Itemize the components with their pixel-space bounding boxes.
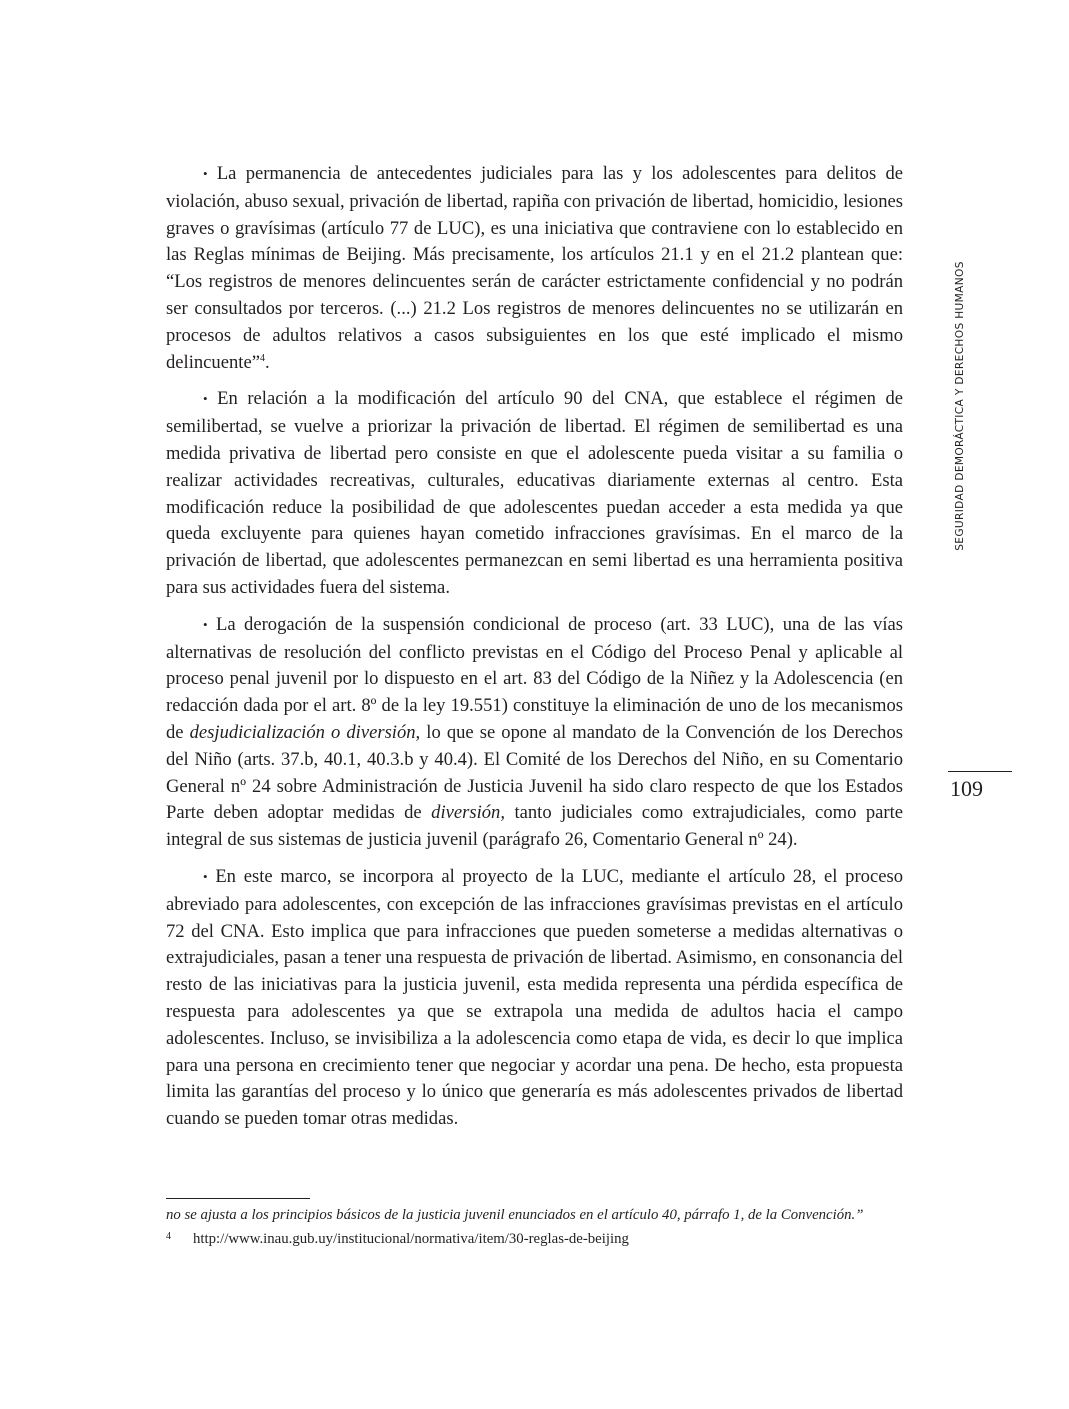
page-number-rule <box>948 771 1012 772</box>
paragraph-text: La derogación de la suspensión condicional de proceso (art. 33 LUC), una de las vías alternativas de resolución del conflicto previstas en el Código del Proceso Penal y aplicable al proceso penal juvenil por lo dispuesto en el art. 83 del Código de la Niñez y la Adolescencia (en redacción dada por el art. 8º de la ley 19.551) constituye la eliminación de uno de los mecanismos de <box>166 613 903 743</box>
footnote-link[interactable]: http://www.inau.gub.uy/institucional/normativa/item/30-reglas-de-beijing <box>193 1231 629 1247</box>
footnote-reference[interactable]: 4 <box>259 352 265 364</box>
footnote-4 <box>166 1227 911 1249</box>
paragraph-semilibertad <box>166 386 903 601</box>
side-title-text: SEGURIDAD DEMORÁCTICA Y DERECHOS HUMANOS <box>954 261 967 551</box>
bullet-icon: • <box>203 868 208 884</box>
bullet-icon: • <box>203 616 208 632</box>
italic-term-desjudicializacion: desjudicialización o diversión, <box>189 721 421 743</box>
bullet-icon: • <box>203 166 208 181</box>
paragraph-end-punctuation: . <box>264 351 270 373</box>
paragraph-suspension-condicional <box>166 612 903 854</box>
paragraph-text: tanto judiciales como extrajudiciales, como parte integral de sus sistemas de justicia juvenil (parágrafo 26, Comentario General nº 24). <box>166 802 903 851</box>
running-side-title <box>952 246 968 566</box>
bullet-icon: • <box>203 391 208 407</box>
paragraph-text: La permanencia de antecedentes judiciales para las y los adolescentes para delitos de violación, abuso sexual, privación de libertad, rapiña con privación de libertad, homicidio, lesiones graves o gravísimas (artículo 77 de LUC), es una iniciativa que contraviene con lo establecido en las Reglas mínimas de Beijing. Más precisamente, los artículos 21.1 y en el 21.2 plantean que: “Los registros de menores delincuentes serán de carácter estrictamente confidencial y no podrán ser consultados por terceros. (...) 21.2 Los registros de menores delincuentes no se utilizarán en procesos de adultos relativos a casos subsiguientes en los que esté implicado el mismo delincuente” <box>166 163 903 373</box>
footnote-continuation: no se ajusta a los principios básicos de la justicia juvenil enunciados en el artículo 40, párrafo 1, de la Convención.” <box>166 1207 864 1223</box>
footnote-separator <box>166 1198 310 1199</box>
paragraph-text: lo que se opone al mandato de la Convención de los Derechos del Niño (arts. 37.b, 40.1, 40.3.b y 40.4). El Comité de los Derechos del Niño, en su Comentario General nº 24 sobre Administración de Justicia Juvenil ha sido claro respecto de que los Estados Parte deben adoptar medidas de <box>166 721 903 824</box>
italic-term-diversion: diversión, <box>431 802 505 824</box>
page-number: 109 <box>950 776 983 801</box>
paragraph-proceso-abreviado <box>166 864 903 1133</box>
paragraph-text: En relación a la modificación del artículo 90 del CNA, que establece el régimen de semilibertad, se vuelve a priorizar la privación de libertad. El régimen de semilibertad es una medida privativa de libertad pero consiste en que el adolescente pueda visitar a su familia o realizar actividades recreativas, culturales, educativas diariamente externas al centro. Esta modificación reduce la posibilidad de que adolescentes puedan acceder a esta medida ya que queda excluyente para quienes hayan cometido infracciones gravísimas. En el marco de la privación de libertad, que adolescentes permanezcan en semi libertad es una herramienta positiva para sus actividades fuera del sistema. <box>166 388 903 598</box>
footnote-number: 4 <box>166 1231 171 1242</box>
paragraph-text: En este marco, se incorpora al proyecto de la LUC, mediante el artículo 28, el proceso abreviado para adolescentes, con excepción de las infracciones gravísimas previstas en el artículo 72 del CNA. Esto implica que para infracciones que pueden someterse a medidas alternativas o extrajudiciales, pasan a tener una respuesta de privación de libertad. Asimismo, en consonancia del resto de las iniciativas para la justicia juvenil, esta medida representa una pérdida específica de respuesta para adolescentes ya que se extrapola una medida de adultos hacia el campo adolescentes. Incluso, se invisibiliza a la adolescencia como etapa de vida, es decir lo que implica para una persona en crecimiento tener que negociar y acordar una pena. De hecho, esta propuesta limita las garantías del proceso y lo único que generaría es más adolescentes privados de libertad cuando se pueden tomar otras medidas. <box>166 865 903 1130</box>
main-text <box>166 161 903 1143</box>
paragraph-antecedentes <box>166 161 903 376</box>
